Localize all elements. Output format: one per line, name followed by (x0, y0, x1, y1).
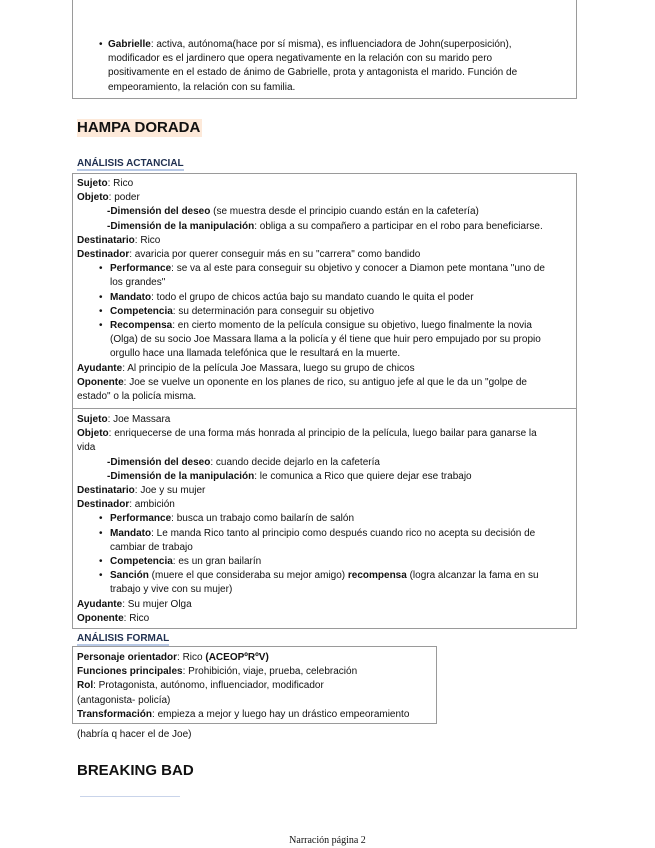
field-value: : Prohibición, viaje, prueba, celebración (182, 666, 358, 678)
field-label: Mandato (110, 527, 152, 539)
bullet-continuation: modificador es el jardinero que opera negativamente en la relación con su marido pero (108, 53, 493, 65)
previous-analysis-box (72, 0, 577, 99)
field-value: : Joe Massara (107, 414, 171, 425)
field-value: (antagonista- policía) (77, 694, 171, 706)
field-line (77, 456, 572, 470)
field-line (77, 527, 572, 541)
field-line (77, 347, 572, 361)
field-value: : Le manda Rico tanto al principio como después cuando rico no acepta su decisión de (151, 527, 536, 539)
field-value: : empieza a mejor y luego hay un drástico empeoramiento (152, 708, 410, 720)
field-label: Funciones principales (77, 666, 183, 678)
field-value: (Olga) de su socio Joe Massara llama a la policía y él tiene que huir pero empujado por su propio (110, 334, 541, 346)
field-line (77, 569, 572, 583)
field-line (77, 651, 432, 665)
field-value: : Joe y su mujer (134, 485, 206, 497)
field-label: -Dimensión de la manipulación (107, 470, 255, 482)
field-value: (muere el que consideraba su mejor amigo) (148, 570, 348, 582)
field-value: : Rico (123, 612, 150, 624)
field-line (77, 441, 572, 455)
field-line (77, 319, 572, 333)
field-value: : enriquecerse de una forma más honrada al principio de la película, luego bailar para ganarse la (108, 428, 537, 440)
field-value: : obliga a su compañero a participar en el robo para beneficiarse. (254, 220, 543, 232)
field-line (77, 305, 572, 319)
field-line (77, 413, 572, 427)
bullet-continuation: empeoramiento, la relación con su familia. (108, 81, 296, 93)
field-label: Mandato (110, 291, 152, 303)
field-label: Destinatario (77, 234, 135, 246)
field-line (77, 262, 572, 276)
field-line (77, 234, 572, 248)
field-value: : Protagonista, autónomo, influenciador, modificador (93, 680, 324, 692)
actancial-box-rico (72, 173, 577, 409)
field-label: Personaje orientador (77, 652, 178, 663)
field-value: : su determinación para conseguir su objetivo (172, 305, 375, 317)
field-value: : Joe se vuelve un oponente en los planes de rico, su antiguo jefe al que le da un "golpe de (123, 376, 527, 388)
field-line (77, 679, 432, 693)
field-value: : todo el grupo de chicos actúa bajo su mandato cuando le quita el poder (151, 291, 474, 303)
field-line (77, 484, 572, 498)
field-line (77, 498, 572, 512)
field-label: recompensa (347, 570, 407, 582)
field-line (77, 376, 572, 390)
faint-underline (80, 796, 180, 797)
field-line (77, 427, 572, 441)
field-value: : cuando decide dejarlo en la cafetería (210, 456, 380, 468)
field-line (77, 665, 432, 679)
field-value: : ambición (129, 499, 175, 511)
field-line (77, 362, 572, 376)
field-label: Ayudante (77, 598, 123, 610)
field-line (77, 555, 572, 569)
field-value: trabajo y vive con su mujer) (110, 584, 233, 596)
field-value: cambiar de trabajo (110, 541, 193, 553)
page-footer: Narración página 2 (289, 835, 366, 846)
field-line (77, 598, 572, 612)
bullet-text: : activa, autónoma(hace por sí misma), es influenciadora de John(superposición), (150, 39, 512, 50)
field-line (77, 612, 572, 626)
field-line (77, 470, 572, 484)
field-line (77, 512, 572, 526)
field-line (77, 583, 572, 597)
field-line (77, 390, 572, 404)
field-label: Competencia (110, 556, 173, 568)
field-label: Destinador (77, 249, 130, 261)
field-line (77, 205, 572, 219)
field-label: Sanción (110, 570, 149, 582)
field-value: : poder (108, 192, 140, 204)
field-value: vida (77, 442, 96, 454)
field-label: Destinador (77, 499, 130, 511)
field-value: orgullo hace una llamada telefónica que le resultará en la muerte. (110, 348, 401, 360)
bullet-label: Gabrielle (108, 39, 151, 50)
field-label: Objeto (77, 428, 109, 440)
field-value: : busca un trabajo como bailarín de salón (171, 513, 355, 525)
field-label: Competencia (110, 305, 173, 317)
field-value: : Al principio de la película Joe Massara, luego su grupo de chicos (122, 362, 415, 374)
field-label: Oponente (77, 612, 124, 624)
field-value: : Rico (107, 178, 134, 189)
formal-analysis-box (72, 646, 437, 724)
field-line (77, 333, 572, 347)
actancial-box-joe (72, 408, 577, 629)
field-line (77, 541, 572, 555)
field-label: Objeto (77, 192, 109, 204)
field-value: : es un gran bailarín (172, 556, 262, 568)
field-label: Sujeto (77, 178, 108, 189)
field-line (77, 191, 572, 205)
subheading-analisis-formal: ANÁLISIS FORMAL (77, 633, 170, 644)
field-label: Oponente (77, 376, 124, 388)
field-label: Performance (110, 513, 172, 525)
field-value: los grandes" (110, 277, 166, 289)
section-heading-breaking-bad: BREAKING BAD (77, 762, 194, 779)
field-label: Ayudante (77, 362, 123, 374)
field-value: (logra alcanzar la fama en su (406, 570, 539, 582)
field-value: : avaricia por querer conseguir más en su "carrera" como bandido (129, 249, 421, 261)
field-line (77, 248, 572, 262)
field-line (77, 220, 572, 234)
field-line (77, 276, 572, 290)
field-value: : Rico (134, 234, 161, 246)
section-heading-hampa-dorada: HAMPA DORADA (77, 119, 201, 136)
field-value: estado" o la policía misma. (77, 391, 197, 403)
field-value: : Su mujer Olga (122, 598, 192, 610)
field-value: (se muestra desde el principio cuando están en la cafetería) (210, 206, 479, 218)
subheading-analisis-actancial: ANÁLISIS ACTANCIAL (77, 158, 184, 169)
field-value: : le comunica a Rico que quiere dejar ese trabajo (254, 470, 472, 482)
field-label: (ACEOPºRºV) (205, 652, 269, 663)
field-label: Performance (110, 263, 172, 275)
field-label: Destinatario (77, 485, 135, 497)
field-label: -Dimensión de la manipulación (107, 220, 255, 232)
note-text: (habría q hacer el de Joe) (77, 729, 192, 740)
field-line (77, 177, 572, 191)
field-label: -Dimensión del deseo (107, 206, 211, 218)
bullet-gabrielle (81, 38, 568, 52)
bullet-continuation: positivamente en el estado de ánimo de Gabrielle, prota y antagonista el marido. Función de (108, 67, 518, 79)
field-line (77, 291, 572, 305)
field-label: Transformación (77, 708, 153, 720)
field-label: Sujeto (77, 414, 108, 425)
field-value: : se va al este para conseguir su objetivo y conocer a Diamon pete montana "uno de (171, 263, 545, 275)
field-label: Recompensa (110, 320, 173, 332)
field-value: : en cierto momento de la película consigue su objetivo, luego finalmente la novia (172, 320, 532, 332)
field-label: -Dimensión del deseo (107, 456, 211, 468)
field-line (77, 694, 432, 708)
field-line (77, 708, 432, 722)
field-label: Rol (77, 680, 94, 692)
field-value: : Rico (177, 652, 206, 663)
